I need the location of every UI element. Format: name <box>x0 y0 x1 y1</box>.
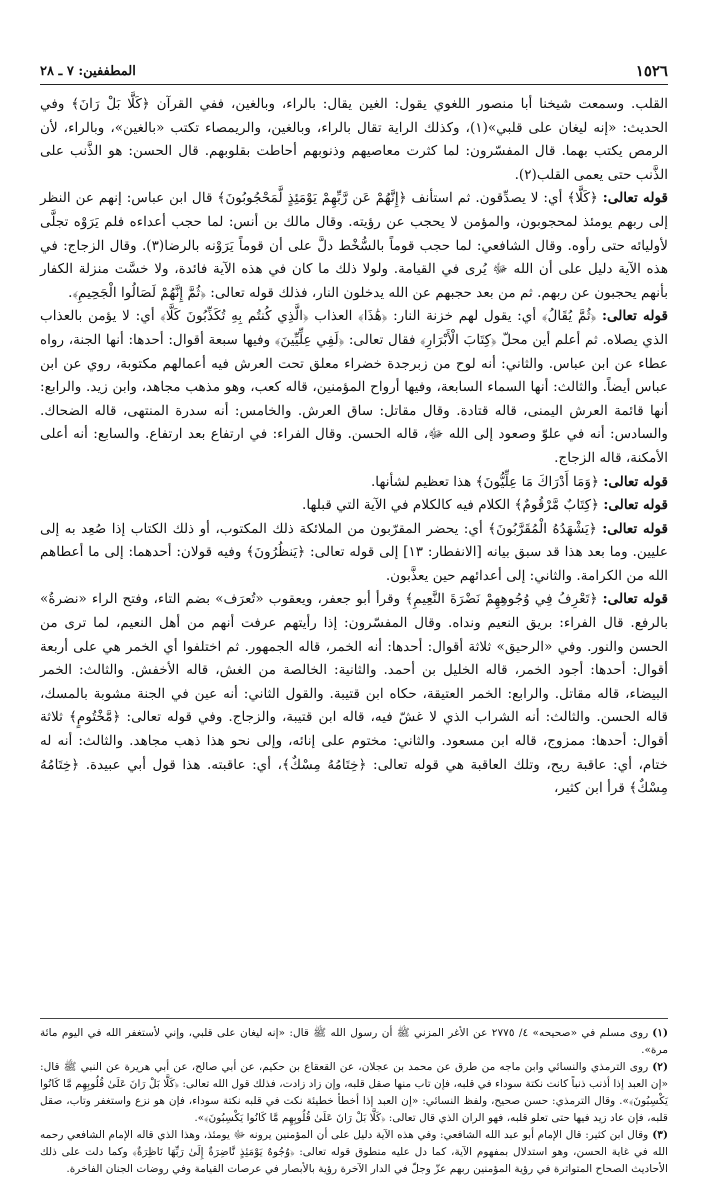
page-header <box>40 62 668 84</box>
footnote-text: وقال ابن كثير: قال الإمام أبو عبد الله الشافعي: وفي هذه الآية دليل على أن المؤمنين يرونه ﷻ يومئذ، وهذا الذي قاله الإمام الشافعي رحمه الله في غاية الحسن، وهو استدلال بمفهوم الآية، كما دل عليه منطوق قوله تعالى: ﴿وُجُوهٌ يَوْمَئِذٍ نَّاضِرَةٌ إِلَىٰ رَبِّهَا نَاظِرَةٌ﴾ وكما دلت على ذلك الأحاديث الصحاح المتواترة في رؤية المؤمنين ربهم عزّ وجلّ في الدار الآخرة رؤية بالأبصار في عرصات القيامة وفي روضات الجنان الفاخرة. <box>40 1129 668 1175</box>
footnote-text: روى مسلم في «صحيحه» ٤/ ٢٧٧٥ عن الأغر المزني ﷺ أن رسول الله ﷺ قال: «إنه ليغان على قلبي، وإني لأستغفر الله في اليوم مائة مرة». <box>40 1027 668 1056</box>
footnotes <box>40 1018 668 1178</box>
paragraph <box>40 518 668 589</box>
paragraph <box>40 187 668 305</box>
footnote-number: (٢) <box>652 1061 668 1073</box>
footnote-number: (٣) <box>652 1129 668 1141</box>
footnote <box>40 1127 668 1178</box>
surah-reference: المطففين: ٧ ـ ٢٨ <box>40 64 136 79</box>
verse-lead: قوله تعالى: <box>603 497 668 514</box>
main-text <box>40 93 668 801</box>
footnote <box>40 1059 668 1127</box>
paragraph-text: ﴿تَعْرِفُ فِي وُجُوهِهِمْ نَضْرَةَ النَّعِيمِ﴾ وقرأ أبو جعفر، ويعقوب «تُعرَف» بضم التاء، وفتح الراء «نضرةُ» بالرفع. قال الفراء: بريق النعيم ونداه. وقال المفسّرون: إذا رأيتهم عرفت أنهم من أهل النعيم، لما ترى من الحسن والنور. وفي «الرحيق» ثلاثة أقوال: أحدها: أنه الخمر، قاله الجمهور. ثم اختلفوا أي الخمر هي على أربعة أقوال: أحدها: أجود الخمر، قاله الخليل بن أحمد. والثانية: الخالصة من الغش، قاله الأخفش. والثالث: الخمر البيضاء، قاله مقاتل. والرابع: الخمر العتيقة، حكاه ابن قتيبة. والقول الثاني: أنه عين في الجنة مشوبة بالمسك، قاله الحسن. والثالث: أنه الشراب الذي لا غشّ فيه، قاله ابن قتيبة، والزجاج. وفي قوله تعالى: ﴿مَّخْتُومٍ﴾ ثلاثة أقوال: أحدها: ممزوج، قاله ابن مسعود. والثاني: مختوم على إنائه، وإلى نحو هذا ذهب مجاهد. والثالث: أنه له ختام، أي: عاقبة ريح، وتلك العاقبة هي قوله تعالى: ﴿خِتَامُهُ مِسْكٌ﴾، أي: عاقبته. هذا قول أبي عبيدة. ﴿خِتَامُهُ مِسْكٌ﴾ قرأ ابن كثير، <box>40 591 668 797</box>
page-number: ١٥٢٦ <box>635 62 668 80</box>
paragraph <box>40 588 668 800</box>
footnote-number: (١) <box>652 1027 668 1039</box>
paragraph: القلب. وسمعت شيخنا أبا منصور اللغوي يقول: الغين يقال: بالراء، وبالغين، ففي القرآن ﴿كَلَّا بَلْ رَانَ﴾ وفي الحديث: «إنه ليغان على قلبي»(١)، وكذلك الراية تقال بالراء، وبالغين، والريمصاء تكتب «بالغين»، وبالراء، لأن الرمص يكتب بهما. قال المفسّرون: لما كثرت معاصيهم وذنوبهم أحاطت بقلوبهم. قال الحسن: هو الذَّنب على الذَّنب حتى يعمى القلب(٢). <box>40 96 668 183</box>
header-rule <box>40 84 668 85</box>
paragraph-text: ﴿كَلَّا﴾ أي: لا يصدِّقون. ثم استأنف ﴿إِنَّهُمْ عَن رَّبِّهِمْ يَوْمَئِذٍ لَّمَحْجُوبُونَ﴾ قال ابن عباس: إنهم عن النظر إلى ربهم يومئذ لمحجوبون، والمؤمن لا يحجب عن رؤيته. وقال مالك بن أنس: لما حجب أعداءه فلم يَرَوْه تجلَّى لأوليائه حتى رأوه. وقال الشافعي: لما حجب قوماً بالسُّخْط دلَّ على أن قوماً يَرَوْنه بالرضا(٣). وقال الزجاج: في هذه الآية دليل على أن الله ﷻ يُرى في القيامة. ولولا ذلك ما كان في هذه الآية فائدة، ولا خسَّت منزلة الكفار بأنهم يحجبون عن ربهم. ثم من بعد حجبهم عن الله يدخلون النار، فذلك قوله تعالى: ﴿ثُمَّ إِنَّهُمْ لَصَالُوا الْجَحِيمِ﴾. <box>40 190 668 301</box>
paragraph <box>40 494 668 518</box>
paragraph-text: ﴿وَمَا أَدْرَاكَ مَا عِلِّيُّونَ﴾ هذا تعظيم لشأنها. <box>370 473 604 490</box>
verse-lead: قوله تعالى: <box>602 591 668 608</box>
paragraph-text: ﴿ثُمَّ يُقَالُ﴾ أي: يقول لهم خزنة النار: ﴿هَٰذَا﴾ العذاب ﴿الَّذِي كُنتُم بِهِ تُكَذِّبُونَ كَلَّا﴾ أي: لا يؤمن بالعذاب الذي يصلاه. ثم أعلم أين محلّ ﴿كِتَابَ الْأَبْرَارِ﴾ فقال تعالى: ﴿لَفِي عِلِّيِّينَ﴾ وفيها سبعة أقوال: أحدها: أنها الجنة، رواه عطاء عن ابن عباس. والثاني: أنه لوح من زبرجدة خضراء معلق تحت العرش فيه أعمالهم مكتوبة، روي عن ابن عباس أيضاً. والثالث: أنها السماء السابعة، وفيها أرواح المؤمنين، قاله كعب، وهو مذهب مجاهد، وابن زيد. والرابع: أنها قائمة العرش اليمنى، قاله قتادة. وقال مقاتل: ساق العرش. والخامس: أنه سدرة المنتهى، قاله الضحاك. والسادس: أنه في علوّ وصعود إلى الله ﷻ، قاله الحسن. وقال الفراء: في ارتفاع بعد ارتفاع. والسابع: أنه أعلى الأمكنة، قاله الزجاج. <box>40 308 668 466</box>
footnote-text: روى الترمذي والنسائي وابن ماجه من طرق عن محمد بن عجلان، عن القعقاع بن حكيم، عن أبي صالح، عن أبي هريرة عن النبي ﷺ قال: «إن العبد إذا أذنب ذنباً كانت نكتة سوداء في قلبه، فإن تاب منها صقل قلبه، وإن زاد زادت، فذلك قول الله تعالى: ﴿كَلَّا بَلْ رَانَ عَلَىٰ قُلُوبِهِم مَّا كَانُوا يَكْسِبُونَ﴾». وقال الترمذي: حسن صحيح، ولفظ النسائي: «إن العبد إذا أخطأ خطيئة نكت في قلبه نكتة سوداء، فإن هو نزع واستغفر وتاب، صقل قلبه، فإن عاد زيد فيها حتى تعلو قلبه، فهو الران الذي قال تعالى: ﴿كَلَّا بَلْ رَانَ عَلَىٰ قُلُوبِهِم مَّا كَانُوا يَكْسِبُونَ﴾». <box>40 1061 668 1124</box>
paragraph-text: ﴿كِتَابٌ مَّرْقُومٌ﴾ الكلام فيه كالكلام في الآية التي قبلها. <box>302 497 604 514</box>
verse-lead: قوله تعالى: <box>602 520 668 537</box>
footnote <box>40 1025 668 1059</box>
verse-lead: قوله تعالى: <box>601 308 668 325</box>
verse-lead: قوله تعالى: <box>603 473 668 490</box>
verse-lead: قوله تعالى: <box>602 190 668 207</box>
paragraph <box>40 471 668 495</box>
paragraph <box>40 305 668 470</box>
paragraph-text: ﴿يَشْهَدُهُ الْمُقَرَّبُونَ﴾ أي: يحضر المقرّبون من الملائكة ذلك المكتوب، أو ذلك الكتاب إذا صُعِد به إلى عليين. وما بعد هذا قد سبق بيانه [الانفطار: ١٣] إلى قوله تعالى: ﴿يَنظُرُونَ﴾ وفيه قولان: أحدهما: إلى ما أعطاهم الله من الكرامة. والثاني: إلى أعدائهم حين يعذَّبون. <box>40 520 669 584</box>
